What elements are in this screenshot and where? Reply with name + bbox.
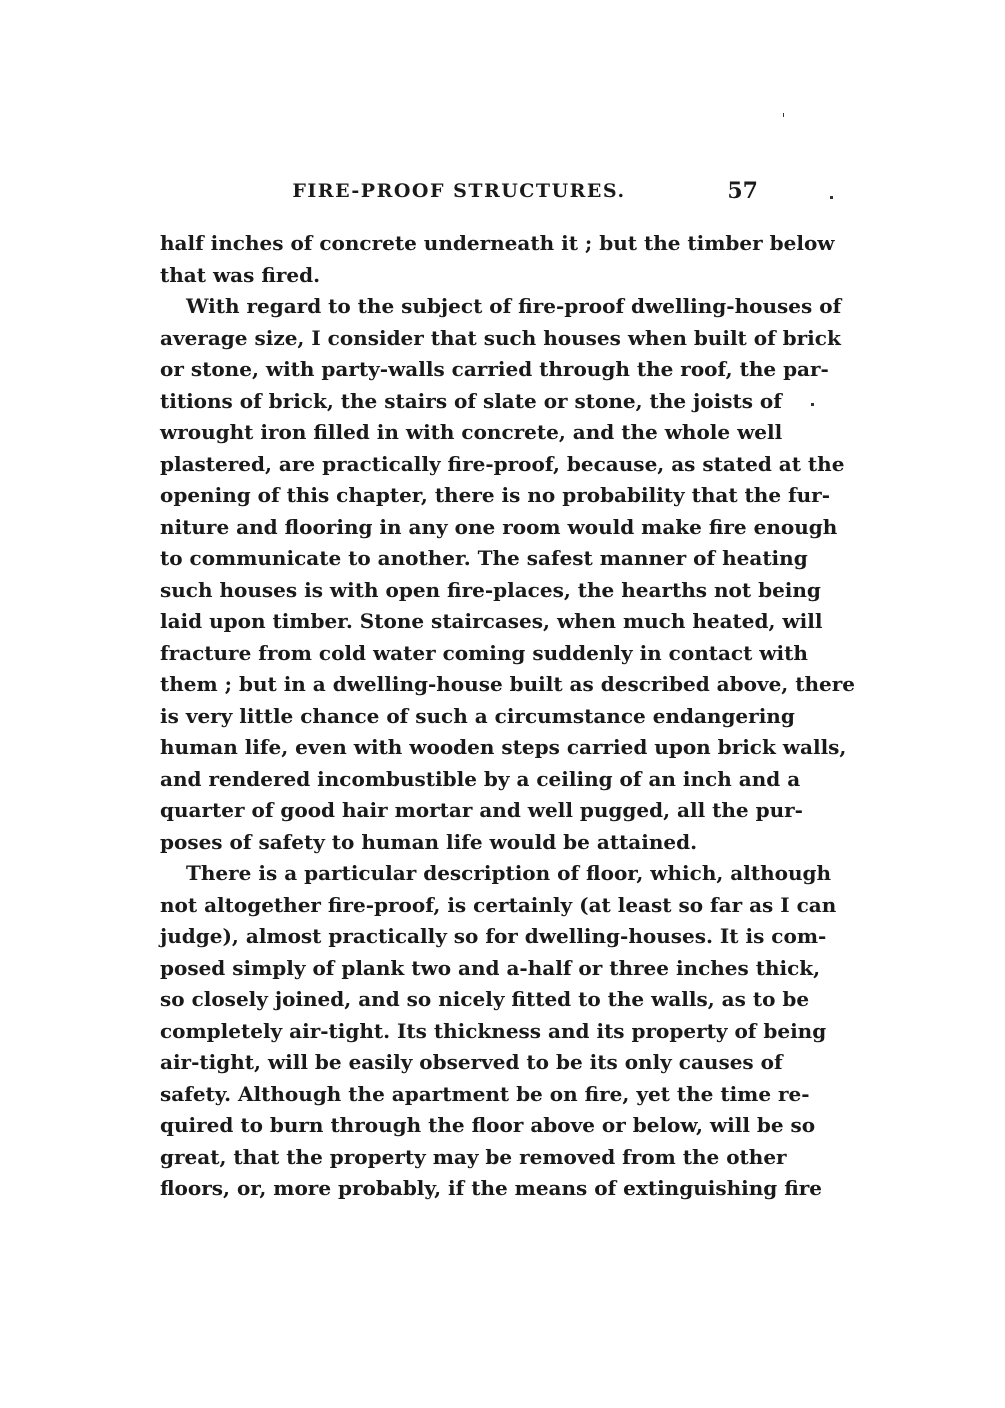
text-line: human life, even with wooden steps carried upon brick walls, — [160, 735, 847, 759]
text-line: posed simply of plank two and a-half or three inches thick, — [160, 955, 821, 980]
text-line: plastered, are practically fire-proof, because, as stated at the — [160, 451, 845, 476]
scan-speck — [811, 403, 814, 406]
text-line: so closely joined, and so nicely fitted to the walls, as to be — [160, 987, 810, 1011]
text-line: titions of brick, the stairs of slate or stone, the joists of — [160, 388, 782, 413]
text-line: niture and flooring in any one room would make fire enough — [160, 514, 838, 539]
scan-speck — [783, 113, 784, 117]
text-line: fracture from cold water coming suddenly in contact with — [160, 640, 808, 665]
text-line: is very little chance of such a circumstance endangering — [160, 703, 795, 728]
text-line: not altogether fire-proof, is certainly (at least so far as I can — [160, 892, 837, 917]
text-line: floors, or, more probably, if the means of extinguishing fire — [160, 1176, 823, 1200]
text-line: quarter of good hair mortar and well pugged, all the pur- — [160, 798, 803, 822]
text-line: them ; but in a dwelling-house built as described above, there — [160, 672, 855, 696]
text-line: half inches of concrete underneath it ; but the timber below — [160, 231, 835, 255]
page-number: 57 — [727, 178, 758, 204]
page-header — [160, 178, 758, 208]
text-line: laid upon timber. Stone staircases, when much heated, will — [160, 609, 823, 633]
text-line: safety. Although the apartment be on fire, yet the time re- — [160, 1081, 810, 1106]
text-line: such houses is with open fire-places, the hearths not being — [160, 577, 821, 602]
text-line: or stone, with party-walls carried through the roof, the par- — [160, 357, 829, 381]
text-line: poses of safety to human life would be attained. — [160, 829, 698, 854]
text-line: judge), almost practically so for dwelling-houses. It is com- — [160, 924, 827, 948]
running-title: FIRE-PROOF STRUCTURES. — [292, 180, 626, 202]
text-line: With regard to the subject of fire-proof dwelling-houses of — [186, 294, 842, 318]
text-line: air-tight, will be easily observed to be its only causes of — [160, 1050, 783, 1074]
text-line: opening of this chapter, there is no probability that the fur- — [160, 483, 830, 507]
text-line: great, that the property may be removed from the other — [160, 1144, 787, 1169]
text-line: that was fired. — [160, 262, 321, 287]
body-text — [160, 228, 855, 1205]
text-line: wrought iron filled in with concrete, and the whole well — [160, 420, 783, 444]
text-line: average size, I consider that such houses when built of brick — [160, 325, 841, 350]
text-line: completely air-tight. Its thickness and its property of being — [160, 1018, 827, 1043]
text-line: There is a particular description of floor, which, although — [186, 861, 832, 885]
text-line: quired to burn through the floor above or below, will be so — [160, 1113, 816, 1137]
scan-speck — [830, 196, 833, 199]
text-line: to communicate to another. The safest manner of heating — [160, 546, 808, 570]
text-line: and rendered incombustible by a ceiling of an inch and a — [160, 766, 801, 791]
